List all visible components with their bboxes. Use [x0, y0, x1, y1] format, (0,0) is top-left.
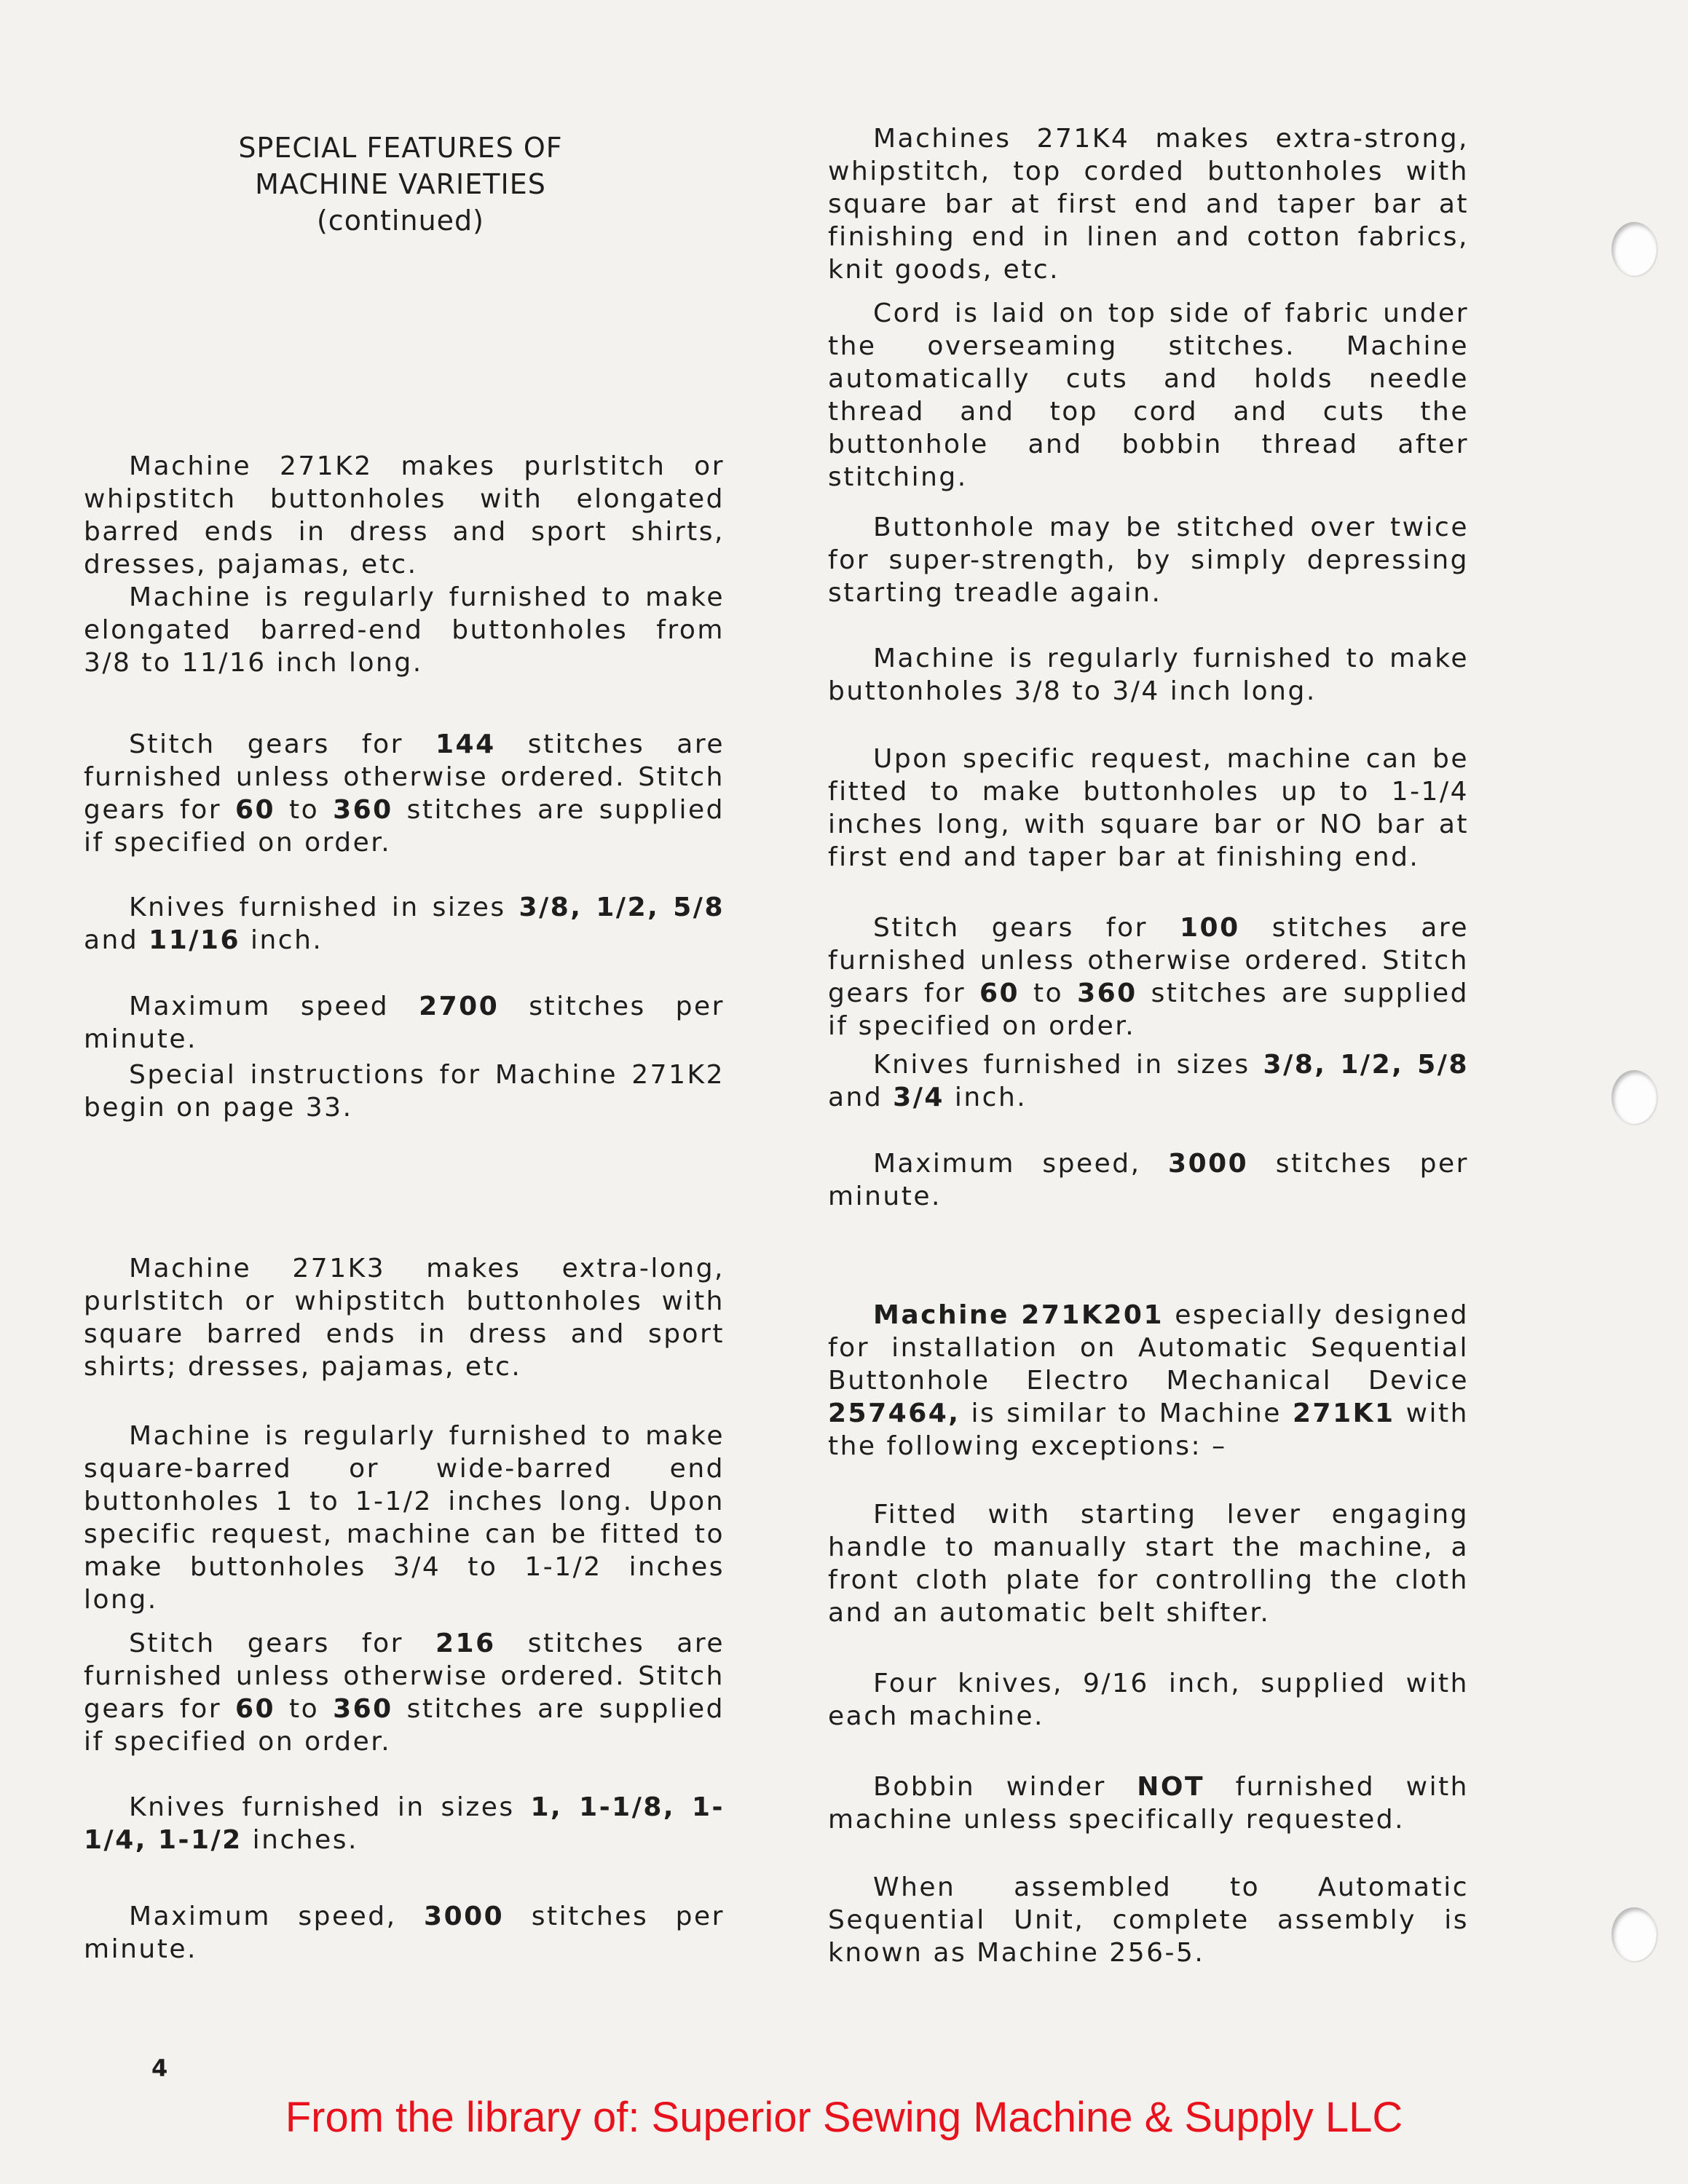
k201-intro-paragraph: Machine 271K201 especially designed for installation on Automatic Sequential Buttonhole Electro Mechanical Device 257464, is similar to Machine 271K1 with the following exceptions: – [828, 1300, 1469, 1461]
library-footer: From the library of: Superior Sewing Machine & Supply LLC [285, 2094, 1403, 2141]
k3-furnished-paragraph: Machine is regularly furnished to make square-barred or wide-barred end buttonholes 1 to 1-1/2 inches long. Upon specific request, machine can be fitted to make buttonholes 3/4 to 1-1/2 inches long. [84, 1421, 725, 1615]
binder-hole-bottom [1612, 1907, 1657, 1961]
k4-request-paragraph: Upon specific request, machine can be fitted to make buttonholes up to 1-1/4 inches long, with square bar or NO bar at first end and taper bar at finishing end. [828, 744, 1469, 872]
k4-speed-paragraph: Maximum speed, 3000 stitches per minute. [828, 1149, 1469, 1211]
k3-gears-paragraph: Stitch gears for 216 stitches are furnished unless otherwise ordered. Stitch gears for 60 to 360 stitches are supplied if specified on order. [84, 1629, 725, 1757]
page-number: 4 [151, 2054, 168, 2082]
k2-instructions-paragraph: Special instructions for Machine 271K2 begin on page 33. [84, 1060, 725, 1123]
k4-furnished-paragraph: Machine is regularly furnished to make buttonholes 3/8 to 3/4 inch long. [828, 644, 1469, 706]
k2-speed-paragraph: Maximum speed 2700 stitches per minute. [84, 992, 725, 1054]
k2-knives-paragraph: Knives furnished in sizes 3/8, 1/2, 5/8 and 11/16 inch. [84, 893, 725, 955]
k2-gears-paragraph: Stitch gears for 144 stitches are furnished unless otherwise ordered. Stitch gears for 60 to 360 stitches are supplied if specified on order. [84, 729, 725, 858]
k4-intro-paragraph: Machines 271K4 makes extra-strong, whipstitch, top corded buttonholes with square bar at first end and taper bar at finishing end in linen and cotton fabrics, knit goods, etc. [828, 124, 1469, 285]
binder-hole-middle [1612, 1070, 1657, 1124]
k201-knives-paragraph: Four knives, 9/16 inch, supplied with each machine. [828, 1669, 1469, 1731]
k201-assembled-paragraph: When assembled to Automatic Sequential Unit, complete assembly is known as Machine 256-5. [828, 1872, 1469, 1968]
title-line-3: (continued) [316, 205, 484, 237]
title-line-1: SPECIAL FEATURES OF [238, 132, 563, 164]
k3-speed-paragraph: Maximum speed, 3000 stitches per minute. [84, 1902, 725, 1964]
k4-gears-paragraph: Stitch gears for 100 stitches are furnished unless otherwise ordered. Stitch gears for 60 to 360 stitches are supplied if specified on order. [828, 913, 1470, 1041]
k201-fitted-paragraph: Fitted with starting lever engaging handle to manually start the machine, a front cloth plate for controlling the cloth and an automatic belt shifter. [828, 1500, 1469, 1628]
k4-twice-paragraph: Buttonhole may be stitched over twice for super-strength, by simply depressing starting treadle again. [828, 513, 1469, 608]
title-line-2: MACHINE VARIETIES [255, 168, 546, 200]
k201-bobbin-paragraph: Bobbin winder NOT furnished with machine unless specifically requested. [828, 1772, 1469, 1835]
k2-furnished-paragraph: Machine is regularly furnished to make elongated barred-end buttonholes from 3/8 to 11/16 inch long. [84, 582, 725, 678]
k4-cord-paragraph: Cord is laid on top side of fabric under the overseaming stitches. Machine automatically cuts and holds needle thread and top cord and cuts the buttonhole and bobbin thread after stitching. [828, 298, 1469, 492]
section-title [218, 130, 583, 239]
k3-knives-paragraph: Knives furnished in sizes 1, 1-1/8, 1-1/4, 1-1/2 inches. [84, 1792, 725, 1855]
k2-intro-paragraph: Machine 271K2 makes purlstitch or whipstitch buttonholes with elongated barred ends in dress and sport shirts, dresses, pajamas, etc. [84, 451, 725, 579]
k4-knives-paragraph: Knives furnished in sizes 3/8, 1/2, 5/8 and 3/4 inch. [828, 1050, 1470, 1112]
k3-intro-paragraph: Machine 271K3 makes extra-long, purlstitch or whipstitch buttonholes with square barred ends in dress and sport shirts; dresses, pajamas, etc. [84, 1254, 725, 1382]
binder-hole-top [1612, 222, 1657, 276]
